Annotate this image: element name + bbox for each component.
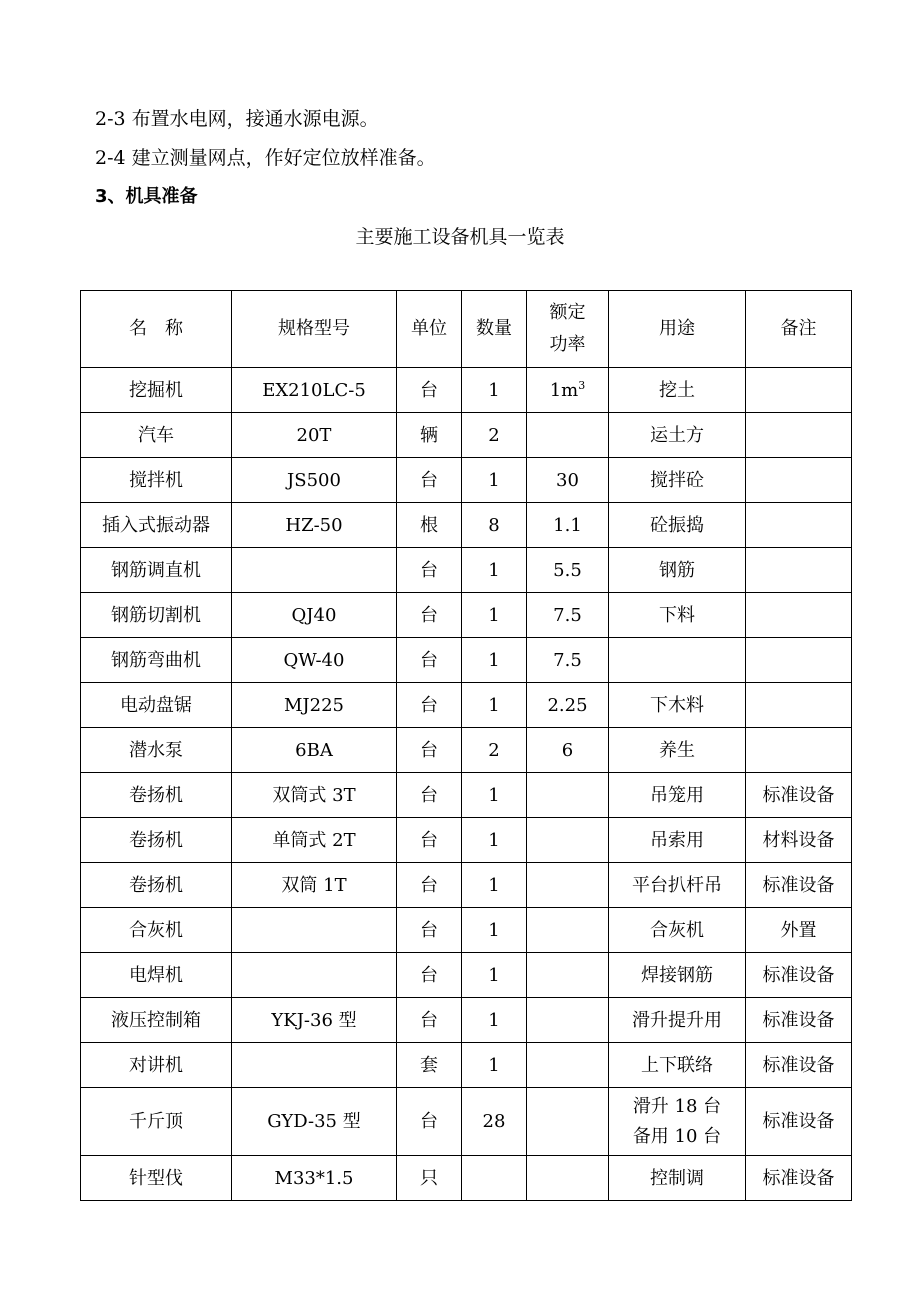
table-row xyxy=(81,458,852,503)
cell-note: 标准设备 xyxy=(746,953,852,998)
cell-qty xyxy=(462,1156,527,1201)
cell-qty: 1 xyxy=(462,593,527,638)
cell-note: 标准设备 xyxy=(746,1088,852,1156)
table-row xyxy=(81,998,852,1043)
cell-qty: 1 xyxy=(462,638,527,683)
cell-name: 电动盘锯 xyxy=(81,683,232,728)
table-row xyxy=(81,683,852,728)
cell-use xyxy=(609,638,746,683)
table-row xyxy=(81,728,852,773)
cell-name: 汽车 xyxy=(81,413,232,458)
table-row xyxy=(81,413,852,458)
cell-spec xyxy=(232,953,397,998)
cell-unit: 只 xyxy=(397,1156,462,1201)
cell-unit: 台 xyxy=(397,773,462,818)
cell-unit: 台 xyxy=(397,683,462,728)
cell-unit: 台 xyxy=(397,953,462,998)
cell-use: 平台扒杆吊 xyxy=(609,863,746,908)
cell-name: 液压控制箱 xyxy=(81,998,232,1043)
table-row xyxy=(81,548,852,593)
cell-use-line1: 滑升 18 台 xyxy=(632,1095,722,1117)
cell-name: 合灰机 xyxy=(81,908,232,953)
cell-unit: 台 xyxy=(397,728,462,773)
cell-spec: MJ225 xyxy=(232,683,397,728)
cell-note: 标准设备 xyxy=(746,1043,852,1088)
header-use: 用途 xyxy=(609,291,746,368)
header-qty: 数量 xyxy=(462,291,527,368)
cell-qty: 1 xyxy=(462,773,527,818)
cell-note: 外置 xyxy=(746,908,852,953)
header-power-line2: 功率 xyxy=(549,334,586,355)
cell-note xyxy=(746,368,852,413)
cell-power xyxy=(527,1088,609,1156)
cell-qty: 1 xyxy=(462,368,527,413)
cell-power xyxy=(527,908,609,953)
cell-power xyxy=(527,863,609,908)
cell-power: 30 xyxy=(527,458,609,503)
cell-power xyxy=(527,818,609,863)
table-row xyxy=(81,1088,852,1156)
cell-name: 对讲机 xyxy=(81,1043,232,1088)
cell-name: 钢筋切割机 xyxy=(81,593,232,638)
cell-unit: 台 xyxy=(397,593,462,638)
table-caption: 主要施工设备机具一览表 xyxy=(355,226,565,248)
cell-qty: 2 xyxy=(462,413,527,458)
table-row xyxy=(81,818,852,863)
cell-note xyxy=(746,548,852,593)
cell-power: 7.5 xyxy=(527,593,609,638)
cell-note xyxy=(746,728,852,773)
cell-name: 钢筋弯曲机 xyxy=(81,638,232,683)
cell-unit: 台 xyxy=(397,638,462,683)
cell-use: 挖土 xyxy=(609,368,746,413)
cell-unit: 辆 xyxy=(397,413,462,458)
cell-power xyxy=(527,1156,609,1201)
table-row xyxy=(81,368,852,413)
cell-name: 插入式振动器 xyxy=(81,503,232,548)
cell-spec: QJ40 xyxy=(232,593,397,638)
table-row xyxy=(81,908,852,953)
cell-name: 搅拌机 xyxy=(81,458,232,503)
header-spec: 规格型号 xyxy=(232,291,397,368)
cell-spec: GYD-35 型 xyxy=(232,1088,397,1156)
cell-power: 1.1 xyxy=(527,503,609,548)
cell-qty: 1 xyxy=(462,998,527,1043)
cell-unit: 台 xyxy=(397,863,462,908)
cell-qty: 2 xyxy=(462,728,527,773)
cell-note xyxy=(746,683,852,728)
cell-use: 合灰机 xyxy=(609,908,746,953)
table-row xyxy=(81,638,852,683)
cell-qty: 1 xyxy=(462,953,527,998)
cell-power-value: 1m xyxy=(549,379,579,401)
cell-note xyxy=(746,593,852,638)
cell-name: 电焊机 xyxy=(81,953,232,998)
section-heading: 3、机具准备 xyxy=(95,186,198,207)
cell-name: 潜水泵 xyxy=(81,728,232,773)
cell-name: 挖掘机 xyxy=(81,368,232,413)
cell-spec: 双筒式 3T xyxy=(232,773,397,818)
cell-unit: 台 xyxy=(397,1088,462,1156)
header-name: 名 称 xyxy=(81,291,232,368)
cell-use xyxy=(609,1088,746,1156)
cell-use: 焊接钢筋 xyxy=(609,953,746,998)
table-row xyxy=(81,1043,852,1088)
cell-name: 千斤顶 xyxy=(81,1088,232,1156)
cell-name: 卷扬机 xyxy=(81,818,232,863)
cell-note xyxy=(746,458,852,503)
cell-use: 上下联络 xyxy=(609,1043,746,1088)
cell-name: 钢筋调直机 xyxy=(81,548,232,593)
cell-qty: 1 xyxy=(462,863,527,908)
cell-use: 吊索用 xyxy=(609,818,746,863)
cell-use: 控制调 xyxy=(609,1156,746,1201)
cell-qty: 1 xyxy=(462,908,527,953)
table-header-row xyxy=(81,291,852,368)
cell-use: 滑升提升用 xyxy=(609,998,746,1043)
cell-spec: QW-40 xyxy=(232,638,397,683)
cell-power xyxy=(527,953,609,998)
cell-spec xyxy=(232,1043,397,1088)
cell-qty: 1 xyxy=(462,683,527,728)
cell-unit: 根 xyxy=(397,503,462,548)
cell-note: 标准设备 xyxy=(746,863,852,908)
cell-qty: 1 xyxy=(462,458,527,503)
cell-spec: YKJ-36 型 xyxy=(232,998,397,1043)
paragraph-2-4: 2-4 建立测量网点，作好定位放样准备。 xyxy=(95,147,436,169)
cell-qty: 28 xyxy=(462,1088,527,1156)
header-power xyxy=(527,291,609,368)
cell-power xyxy=(527,413,609,458)
cell-use: 钢筋 xyxy=(609,548,746,593)
cell-power: 2.25 xyxy=(527,683,609,728)
cell-note xyxy=(746,503,852,548)
cell-power xyxy=(527,998,609,1043)
header-power-line1: 额定 xyxy=(549,302,586,323)
cell-unit: 台 xyxy=(397,908,462,953)
cell-note xyxy=(746,638,852,683)
cell-use: 下料 xyxy=(609,593,746,638)
cell-spec: 双筒 1T xyxy=(232,863,397,908)
cell-note xyxy=(746,413,852,458)
cell-use: 砼振捣 xyxy=(609,503,746,548)
equipment-table xyxy=(80,290,852,1201)
table-row xyxy=(81,593,852,638)
cell-use: 搅拌砼 xyxy=(609,458,746,503)
table-row xyxy=(81,503,852,548)
header-note: 备注 xyxy=(746,291,852,368)
cell-unit: 台 xyxy=(397,458,462,503)
cell-name: 卷扬机 xyxy=(81,863,232,908)
cell-use: 下木料 xyxy=(609,683,746,728)
cell-spec xyxy=(232,908,397,953)
cell-note: 标准设备 xyxy=(746,1156,852,1201)
cell-spec: 6BA xyxy=(232,728,397,773)
cell-note: 标准设备 xyxy=(746,998,852,1043)
table-row xyxy=(81,863,852,908)
cell-spec: EX210LC-5 xyxy=(232,368,397,413)
cell-qty: 8 xyxy=(462,503,527,548)
cell-note: 标准设备 xyxy=(746,773,852,818)
cell-unit: 台 xyxy=(397,998,462,1043)
table-row xyxy=(81,953,852,998)
cell-name: 针型伐 xyxy=(81,1156,232,1201)
header-unit: 单位 xyxy=(397,291,462,368)
cell-spec: 20T xyxy=(232,413,397,458)
cell-qty: 1 xyxy=(462,1043,527,1088)
cell-unit: 台 xyxy=(397,548,462,593)
cell-power xyxy=(527,1043,609,1088)
cell-power xyxy=(527,773,609,818)
cell-power: 6 xyxy=(527,728,609,773)
cell-power: 7.5 xyxy=(527,638,609,683)
cell-note: 材料设备 xyxy=(746,818,852,863)
table-row xyxy=(81,1156,852,1201)
cell-use: 吊笼用 xyxy=(609,773,746,818)
cell-spec: JS500 xyxy=(232,458,397,503)
cell-spec: HZ-50 xyxy=(232,503,397,548)
cell-unit: 台 xyxy=(397,818,462,863)
cell-power: 5.5 xyxy=(527,548,609,593)
cell-unit: 套 xyxy=(397,1043,462,1088)
cell-qty: 1 xyxy=(462,818,527,863)
paragraph-2-3: 2-3 布置水电网，接通水源电源。 xyxy=(95,108,379,130)
cell-spec: 单筒式 2T xyxy=(232,818,397,863)
cell-use: 养生 xyxy=(609,728,746,773)
cell-spec: M33*1.5 xyxy=(232,1156,397,1201)
cell-power xyxy=(527,368,609,413)
cell-unit: 台 xyxy=(397,368,462,413)
cell-use-line2: 备用 10 台 xyxy=(632,1125,722,1147)
cell-name: 卷扬机 xyxy=(81,773,232,818)
cell-qty: 1 xyxy=(462,548,527,593)
cell-spec xyxy=(232,548,397,593)
table-row xyxy=(81,773,852,818)
cell-use: 运土方 xyxy=(609,413,746,458)
cell-power-superscript: 3 xyxy=(578,378,586,392)
